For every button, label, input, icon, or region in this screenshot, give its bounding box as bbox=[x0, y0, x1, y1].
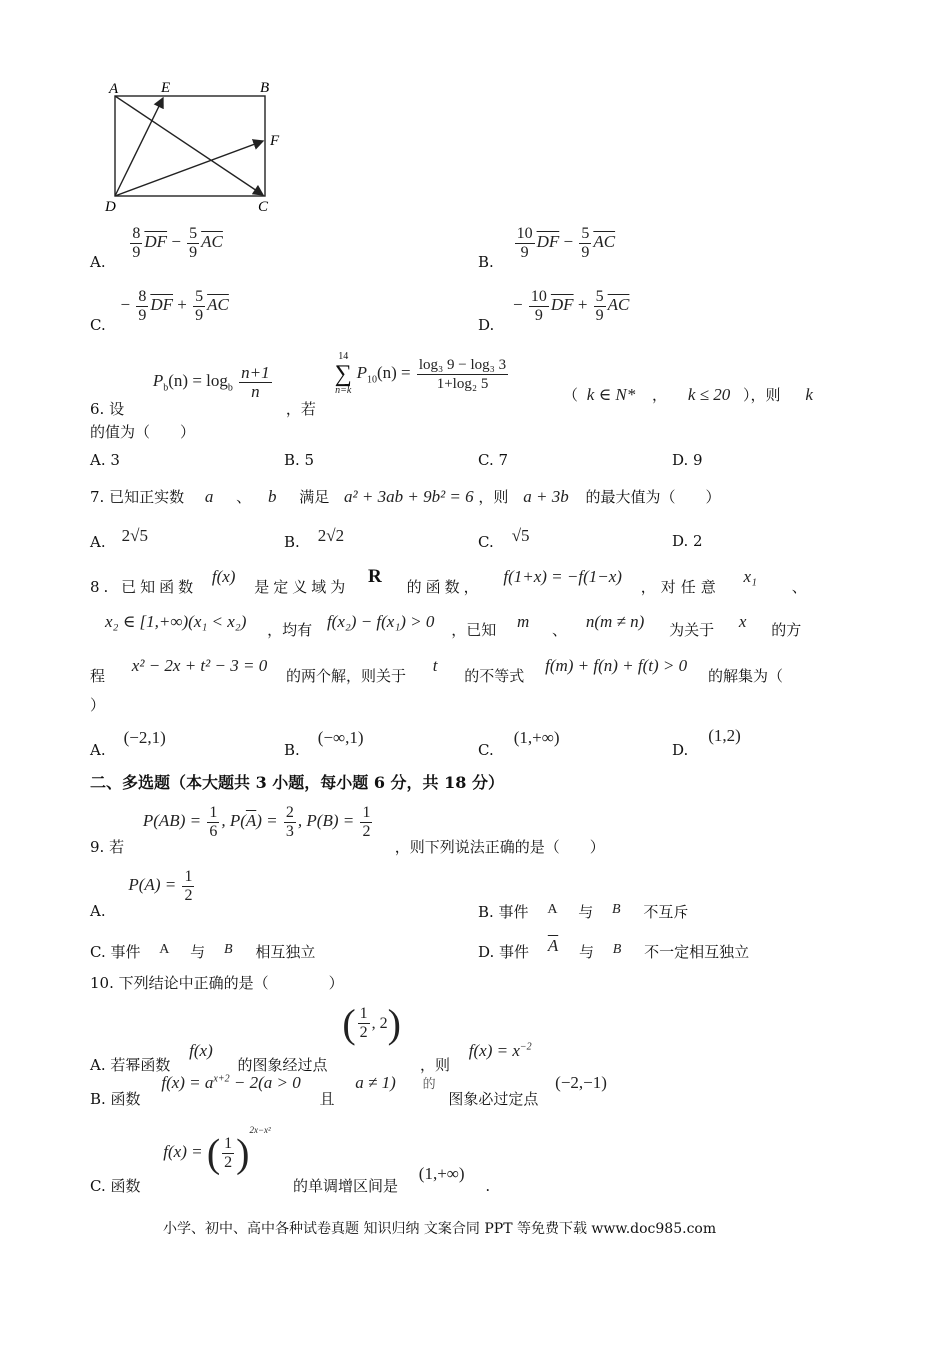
q7-option-d: D. 2 bbox=[672, 532, 703, 550]
section-heading: 二、多选题（本大题共 3 小题，每小题 6 分，共 18 分） bbox=[90, 773, 504, 792]
q6-option-d: D. 9 bbox=[672, 451, 703, 469]
q10-option-b: B. 函数 $f(x) = a^{x+2} - 2(a > 0$ 且 a ≠ 1) 的 图象必过定点 (−2,−1) bbox=[90, 1073, 607, 1108]
label-C: C bbox=[258, 199, 269, 215]
q6-stem: 6. 设 $P_b(n) = \log_b$ $\frac{n+1}{n}$ ，若 14 ∑ n=k $P_{10}(n)$ = $\frac{\text{log₃ 9 − log₃ 3}}{\text{1+log₂ 5}}$ bbox=[90, 351, 507, 419]
q8-option-c: C.(1,+∞) bbox=[478, 728, 560, 759]
q7-stem: 7. 已知正实数 a 、 b 满足 a² + 3ab + 9b² = 6 ，则 a + 3b 的最大值为（ ） bbox=[90, 487, 721, 506]
q6-line2: 的值为（ ） bbox=[90, 423, 196, 441]
q9-option-a: A. P(A) = $\frac{1}{2}$ bbox=[90, 868, 193, 921]
q5-option-c: C. − $\frac{8}{9}$ $\overline{DF}$ + $\frac{5}{9}$ $\overline{AC}$ bbox=[90, 288, 229, 335]
label-A: A bbox=[109, 81, 119, 97]
q9-option-d: D. 事件 $\overline{A}$ 与 B 不一定相互独立 bbox=[478, 936, 750, 961]
footer-text: 小学、初中、高中各种试卷真题 知识归纳 文案合同 PPT 等免费下载 www.doc985.com bbox=[163, 1221, 717, 1237]
q6-option-c: C. 7 bbox=[478, 451, 509, 469]
q8-line2: x₂ ∈ [1,+∞)(x₁ < x₂) ，均有 f(x₂) − f(x₁) > 0 ，已知 m 、 n(m ≠ n) 为关于 x 的方 bbox=[105, 612, 802, 639]
q8-option-d: D.(1,2) bbox=[672, 726, 741, 759]
q5-option-b: B. $\frac{10}{9}$ $\overline{DF}$ − $\frac{5}{9}$ $\overline{AC}$ bbox=[478, 225, 616, 272]
q8-line1: 8. 已知函数 f(x) 是定义域为 R 的函数， f(1+x) = −f(1−x) ，对任意 x₁ 、 bbox=[90, 566, 807, 596]
q8-option-b: B.(−∞,1) bbox=[284, 728, 364, 759]
q9-stem: 9. 若 P(AB) = $\frac{1}{6}$ , $P(\overline{A})$ = $\frac{2}{3}$ , P(B) = $\frac{1}{2}$ ，则下列说法正确的是（ ） bbox=[90, 804, 605, 857]
q8-line4: ） bbox=[90, 696, 106, 714]
label-D: D bbox=[105, 199, 116, 215]
label-B: B bbox=[260, 80, 270, 96]
q6-conditions: （ k ∈ N* ， k ≤ 20 ），则 k bbox=[563, 385, 813, 404]
q9-option-c: C. 事件 A 与 B 相互独立 bbox=[90, 942, 316, 961]
q5-option-a: A. $\frac{8}{9}$ $\overline{DF}$ − $\frac{5}{9}$ $\overline{AC}$ bbox=[90, 225, 223, 272]
label-E: E bbox=[161, 80, 171, 96]
q7-option-c: C. √5 bbox=[478, 526, 530, 551]
q8-option-a: A.(−2,1) bbox=[90, 728, 166, 759]
q10-stem: 10. 下列结论中正确的是（ ） bbox=[90, 974, 344, 992]
q6-option-a: A. 3 bbox=[90, 451, 120, 469]
q5-option-d: D. − $\frac{10}{9}$ $\overline{DF}$ + $\frac{5}{9}$ $\overline{AC}$ bbox=[478, 288, 630, 335]
q7-option-a: A. 2√5 bbox=[90, 526, 148, 551]
q7-option-b: B. 2√2 bbox=[284, 526, 345, 551]
q10-option-c: C. 函数 f(x) = ( $\frac{1}{2}$ )$^{2x-x^2}$ 的单调增区间是 (1,+∞) . bbox=[90, 1124, 491, 1196]
q10-option-a: A. 若幂函数 f(x) 的图象经过点 ( $\frac{1}{2}$ , 2) ，则 $f(x) = x^{-2}$ bbox=[90, 1001, 532, 1075]
q6-option-b: B. 5 bbox=[284, 451, 315, 469]
rectangle-vector-figure bbox=[95, 75, 295, 220]
q9-option-b: B. 事件 A 与 B 不互斥 bbox=[478, 902, 689, 921]
q8-line3: 程 x² − 2x + t² − 3 = 0 的两个解，则关于 t 的不等式 f(m) + f(n) + f(t) > 0 的解集为（ bbox=[90, 656, 783, 685]
label-F: F bbox=[270, 133, 280, 149]
